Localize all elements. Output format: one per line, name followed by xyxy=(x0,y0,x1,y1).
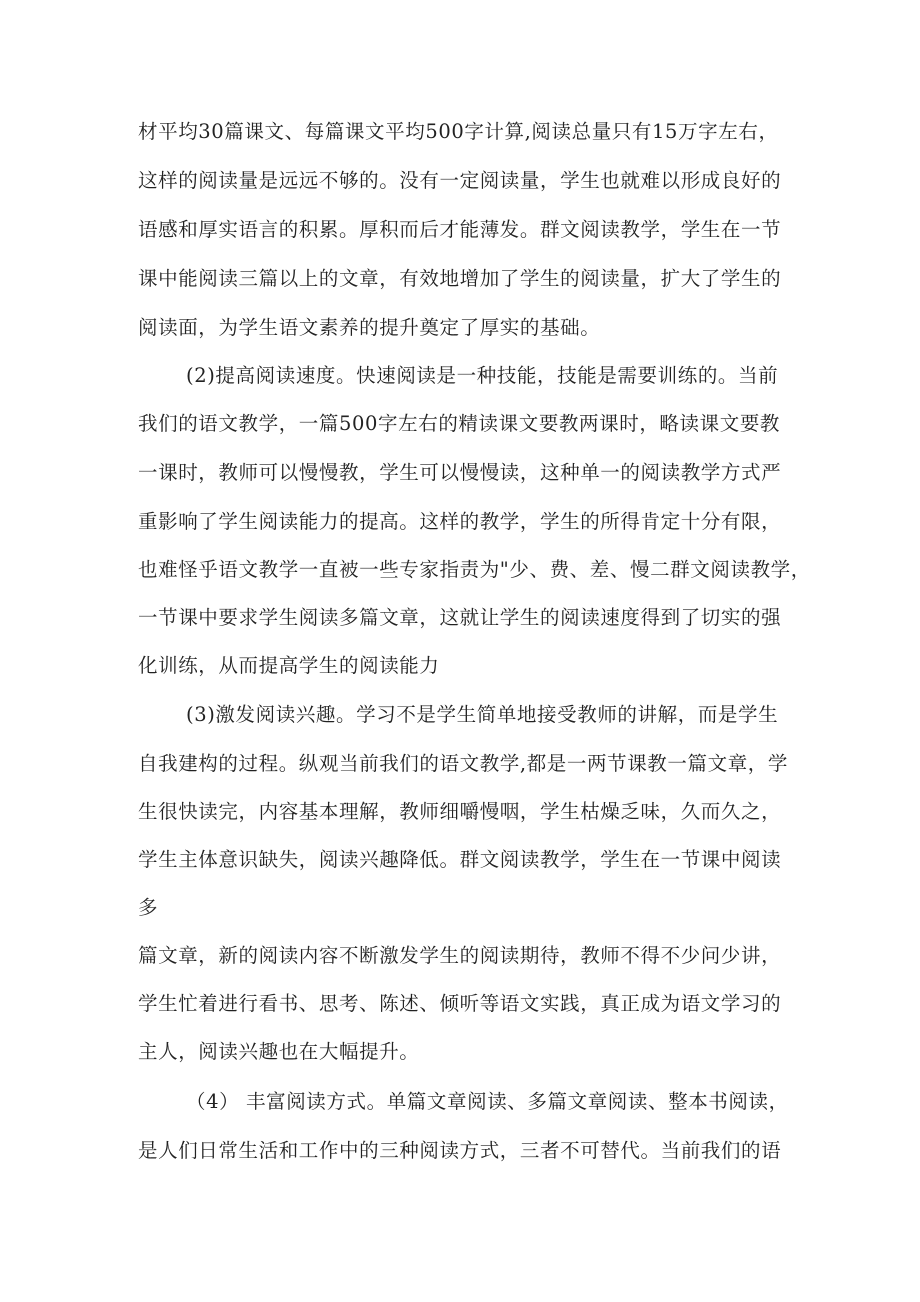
paragraph-3-line-5: 多 xyxy=(138,896,159,919)
paragraph-3-line-4: 学生主体意识缺失，阅读兴趣降低。群文阅读教学，学生在一节课中阅读 xyxy=(138,848,782,871)
paragraph-1-line-5: 阅读面，为学生语文素养的提升奠定了厚实的基础。 xyxy=(138,316,601,339)
paragraph-4-line-2: 是人们日常生活和工作中的三种阅读方式，三者不可替代。当前我们的语 xyxy=(138,1139,782,1162)
paragraph-1-line-4: 课中能阅读三篇以上的文章，有效地增加了学生的阅读量，扩大了学生的 xyxy=(138,267,782,290)
paragraph-2-line-5: 也难怪乎语文教学一直被一些专家指责为"少、费、差、慢二群文阅读教学， xyxy=(138,558,811,581)
paragraph-3-line-8: 主人，阅读兴趣也在大幅提升。 xyxy=(138,1040,420,1063)
paragraph-3-line-3: 生很快读完，内容基本理解，教师细嚼慢咽，学生枯燥乏味，久而久之， xyxy=(138,800,782,823)
paragraph-2-line-1: (2)提高阅读速度。快速阅读是一种技能，技能是需要训练的。当前 xyxy=(186,364,779,387)
paragraph-1-line-3: 语感和厚实语言的积累。厚积而后才能薄发。群文阅读教学，学生在一节 xyxy=(138,218,782,241)
paragraph-2-line-2: 我们的语文教学，一篇500字左右的精读课文要教两课时，略读课文要教 xyxy=(138,412,781,435)
paragraph-2-line-6: 一节课中要求学生阅读多篇文章，这就让学生的阅读速度得到了切实的强 xyxy=(138,606,782,629)
paragraph-4-line-1: （4） 丰富阅读方式。单篇文章阅读、多篇文章阅读、整本书阅读， xyxy=(186,1090,789,1113)
paragraph-1-line-2: 这样的阅读量是远远不够的。没有一定阅读量，学生也就难以形成良好的 xyxy=(138,169,782,192)
paragraph-2-line-4: 重影响了学生阅读能力的提高。这样的教学，学生的所得肯定十分有限， xyxy=(138,510,782,533)
paragraph-1-line-1: 材平均30篇课文、每篇课文平均500字计算,阅读总量只有15万字左右， xyxy=(138,120,779,143)
paragraph-3-line-2: 自我建构的过程。纵观当前我们的语文教学,都是一两节课教一篇文章，学 xyxy=(138,752,788,775)
paragraph-3-line-7: 学生忙着进行看书、思考、陈述、倾听等语文实践，真正成为语文学习的 xyxy=(138,992,782,1015)
paragraph-2-line-3: 一课时，教师可以慢慢教，学生可以慢慢读，这种单一的阅读教学方式严 xyxy=(138,461,782,484)
paragraph-3-line-6: 篇文章，新的阅读内容不断激发学生的阅读期待，教师不得不少问少讲， xyxy=(138,944,782,967)
paragraph-2-line-7: 化训练，从而提高学生的阅读能力 xyxy=(138,654,440,677)
paragraph-3-line-1: (3)激发阅读兴趣。学习不是学生简单地接受教师的讲解，而是学生 xyxy=(186,703,779,726)
